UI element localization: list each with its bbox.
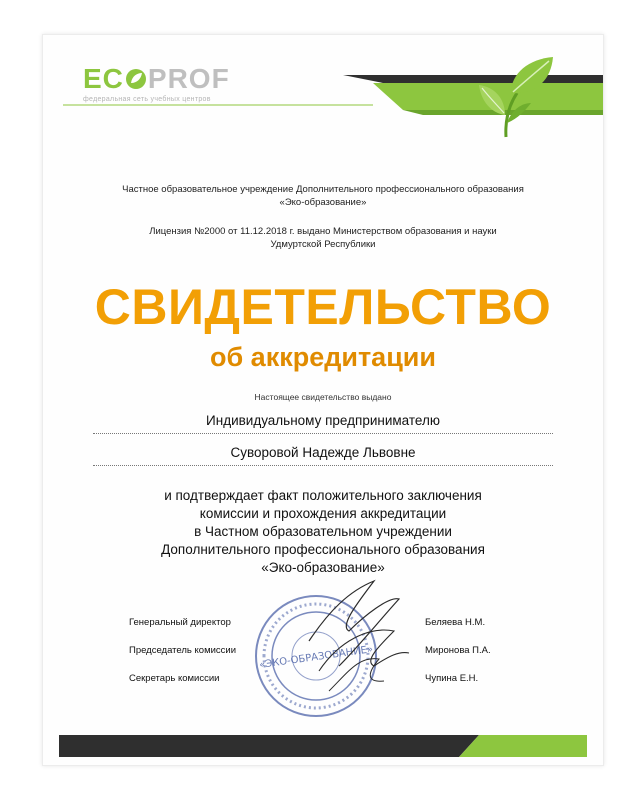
confirmation-line-1: и подтверждает факт положительного заключения [164,488,482,503]
green-leaves-icon [451,45,561,145]
signature-role-secretary: Секретарь комиссии [129,673,220,684]
ecoprof-logo [83,65,230,103]
recipient-underline-1 [93,433,553,434]
organization-line-1: Частное образовательное учреждение Дополнительного профессионального образования [122,184,524,195]
certificate-title: СВИДЕТЕЛЬСТВО [94,279,552,335]
logo-tagline: федеральная сеть учебных центров [83,96,211,103]
license-info [43,225,603,251]
certificate-subtitle: об аккредитации [210,342,436,372]
confirmation-text [43,487,603,577]
signature-role-director: Генеральный директор [129,617,231,628]
confirmation-line-2: комиссии и прохождения аккредитации [199,506,447,521]
signature-name-secretary: Чупина Е.Н. [425,673,479,684]
confirmation-line-3: в Частном образовательном учреждении [194,524,452,539]
confirmation-line-5: «Эко-образование» [261,560,385,575]
footer-band [59,735,587,757]
issued-label: Настоящее свидетельство выдано [254,392,392,402]
logo-leaf-o-icon [125,67,147,95]
signature-name-director: Беляева Н.М. [425,617,486,628]
recipient-name: Суворовой Надежде Львовне [230,445,416,460]
signature-name-chair: Миронова П.А. [425,645,491,656]
logo-eco-text: EC [83,63,124,94]
recipient-underline-2 [93,465,553,466]
organization-line-2: «Эко-образование» [279,197,367,208]
signature-role-chair: Председатель комиссии [129,645,237,656]
logo-prof-text: PROF [147,63,230,94]
license-line-2: Удмуртской Республики [270,239,376,250]
stamp-center-text: «ЭКО-ОБРАЗОВАНИЕ» [258,644,374,671]
handwritten-signatures [279,571,429,701]
certificate-sheet [42,34,604,766]
organization-name [43,183,603,209]
recipient-title: Индивидуальному предпринимателю [206,413,440,428]
license-line-1: Лицензия №2000 от 11.12.2018 г. выдано Министерством образования и науки [149,226,497,237]
confirmation-line-4: Дополнительного профессионального образования [161,542,485,557]
